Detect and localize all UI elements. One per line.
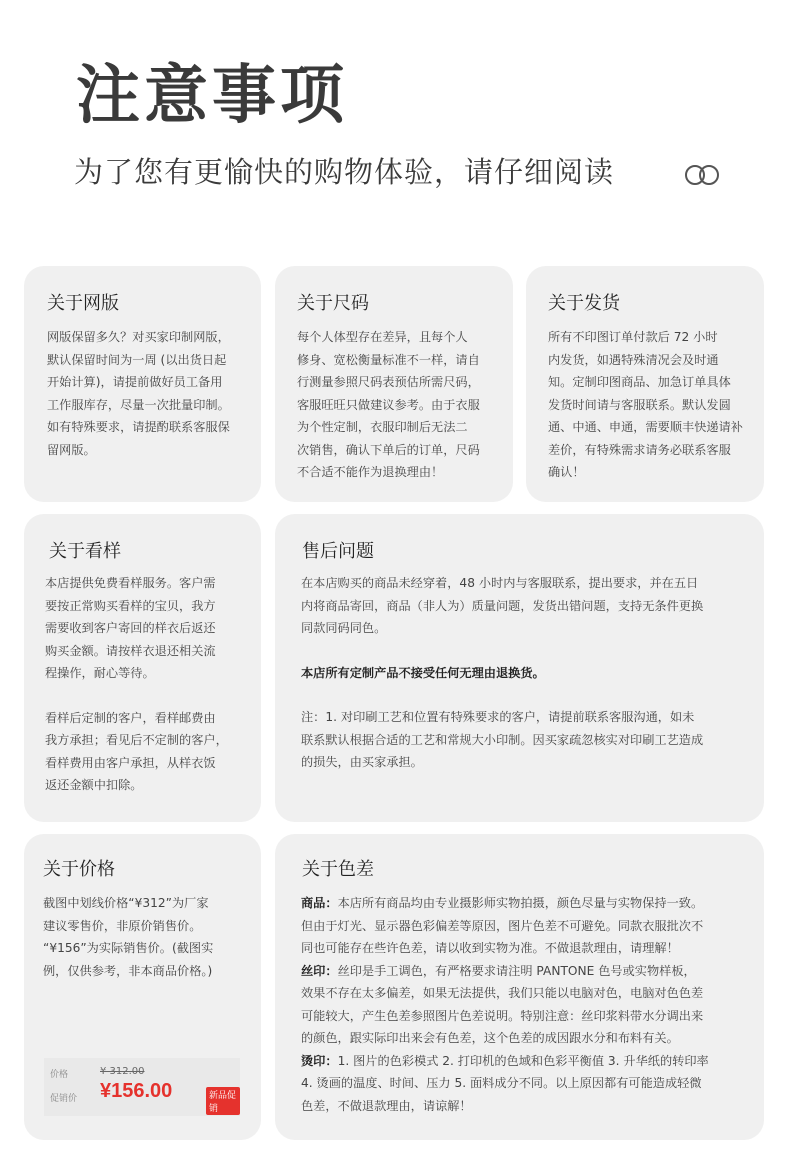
card-body	[548, 326, 753, 484]
text-line: 本店所有商品均由专业摄影师实物拍摄，颜色尽量与实物保持一致。	[337, 896, 704, 910]
text-line: 客服旺旺只做建议参考。由于衣服	[297, 397, 480, 412]
text-line: 的损失，由买家承担。	[301, 755, 423, 769]
text-line: 内将商品寄回，商品（非人为）质量问题，发货出错问题，支持无条件更换	[301, 598, 704, 613]
text-line: 每个人体型存在差异，且每个人	[297, 330, 468, 344]
card-aftersale	[275, 514, 764, 822]
card-title: 关于发货	[548, 293, 620, 314]
text-line: 看样后定制的客户，看样邮费由	[45, 710, 216, 725]
promo-badge: 新品促销	[206, 1087, 240, 1115]
section-label: 烫印：	[301, 1053, 338, 1068]
section-label: 商品：	[301, 896, 338, 910]
card-size	[275, 266, 513, 502]
card-shipping	[526, 266, 764, 502]
text-line: 为个性定制，衣服印制后无法二	[297, 420, 468, 434]
text-line: 网版保留多久？对买家印制网版，	[47, 330, 230, 344]
text-line: 注：1. 对印刷工艺和位置有特殊要求的客户，请提前联系客服沟通，如未	[301, 710, 695, 724]
card-color	[275, 834, 764, 1140]
list-price: ¥ 312.00	[100, 1066, 145, 1077]
card-body	[45, 572, 250, 797]
text-line: 开始计算)，请提前做好员工备用	[47, 375, 223, 389]
card-body	[43, 892, 248, 982]
section-label: 丝印：	[301, 963, 338, 978]
text-line: 本店提供免费看样服务。客户需	[45, 576, 216, 590]
text-line: 如有特殊要求，请提酌联系客服保	[47, 420, 230, 434]
text-line: 建议零售价，非原价销售价。	[43, 918, 202, 933]
text-line: 不合适不能作为退换理由！	[297, 465, 444, 479]
page-subtitle: 为了您有更愉快的购物体验，请仔细阅读	[74, 155, 615, 189]
text-line: 程操作，耐心等待。	[45, 666, 155, 680]
text-line: 需要收到客户寄回的样衣后返还	[45, 621, 216, 635]
card-body	[297, 326, 502, 484]
text-line: 同款同码同色。	[301, 621, 387, 635]
text-line: 4. 烫画的温度、时间、压力 5. 面料成分不同。以上原因都有可能造成轻微	[301, 1076, 702, 1090]
text-line: 修身、宽松衡量标准不一样，请自	[297, 352, 480, 367]
card-title: 关于尺码	[297, 293, 369, 314]
text-line: 差价，有特殊需求请务必联系客服	[548, 442, 731, 457]
page-title: 注意事项	[76, 59, 348, 133]
text-line: 我方承担；看见后不定制的客户，	[45, 733, 228, 747]
card-title: 关于价格	[43, 859, 115, 880]
text-line: 可能较大，产生色差参照图片色差说明。特别注意：丝印浆料带水分调出来	[301, 1008, 704, 1023]
text-line: 1. 图片的色彩模式 2. 打印机的色域和色彩平衡值 3. 升华纸的转印率	[337, 1053, 709, 1068]
bold-notice: 本店所有定制产品不接受任何无理由退换货。	[301, 665, 545, 680]
card-body	[301, 572, 746, 774]
card-title: 关于看样	[49, 541, 121, 562]
card-body	[47, 326, 247, 461]
text-line: 确认！	[548, 465, 585, 479]
text-line: 丝印是手工调色，有严格要求请注明 PANTONE 色号或实物样板，	[337, 963, 696, 978]
price-example-screenshot	[44, 1058, 240, 1116]
text-line: 同也可能存在些许色差，请以收到实物为准。不做退款理由，请理解！	[301, 941, 679, 955]
text-line: 购买金额。请按样衣退还相关流	[45, 643, 216, 658]
text-line: 效果不存在太多偏差，如果无法提供，我们只能以电脑对色，电脑对色色差	[301, 986, 704, 1000]
text-line: 看样费用由客户承担，从样衣饭	[45, 755, 216, 770]
sale-price: ¥156.00	[100, 1080, 173, 1102]
text-line: 内发货，如遇特殊清况会及时通	[548, 352, 719, 367]
text-line: 截图中划线价格“¥312”为厂家	[43, 896, 209, 910]
text-line: 色差，不做退款理由，请谅解！	[301, 1098, 472, 1113]
card-price	[24, 834, 261, 1140]
text-line: 返还金额中扣除。	[45, 778, 143, 792]
card-title: 关于网版	[47, 293, 119, 314]
card-sample	[24, 514, 261, 822]
text-line: 留网版。	[47, 442, 96, 457]
text-line: 联系默认根据合适的工艺和常规大小印制。因买家疏忽核实对印刷工艺造成	[301, 732, 704, 747]
card-plate	[24, 266, 261, 502]
list-price-label: 价格	[50, 1070, 69, 1080]
text-line: 次销售，确认下单后的订单，尺码	[297, 442, 480, 457]
sale-price-label: 促销价	[50, 1094, 78, 1104]
text-line: 在本店购买的商品未经穿着，48 小时内与客服联系，提出要求，并在五日	[301, 576, 699, 590]
card-body	[301, 892, 746, 1117]
text-line: 工作服库存，尽量一次批量印制。	[47, 397, 230, 412]
text-line: 知。定制印图商品、加急订单具体	[548, 375, 731, 389]
text-line: 行测量参照尺码表预估所需尺码，	[297, 375, 480, 389]
text-line: 通、中通、申通，需要顺丰快递请补	[548, 420, 743, 434]
card-title: 售后问题	[302, 541, 374, 562]
text-line: “¥156”为实际销售价。(截图实	[43, 941, 214, 955]
text-line: 但由于灯光、显示器色彩偏差等原因，图片色差不可避免。同款衣服批次不	[301, 918, 704, 933]
text-line: 例，仅供参考，非本商品价格。)	[43, 963, 213, 978]
card-title: 关于色差	[302, 859, 374, 880]
text-line: 默认保留时间为一周 (以出货日起	[47, 352, 227, 367]
text-line: 发货时间请与客服联系。默认发圆	[548, 397, 731, 412]
rings-icon	[683, 164, 721, 186]
text-line: 要按正常购买看样的宝贝，我方	[45, 598, 216, 613]
text-line: 所有不印图订单付款后 72 小时	[548, 330, 718, 344]
text-line: 的颜色，跟实际印出来会有色差，这个色差的成因跟水分和布料有关。	[301, 1031, 679, 1045]
